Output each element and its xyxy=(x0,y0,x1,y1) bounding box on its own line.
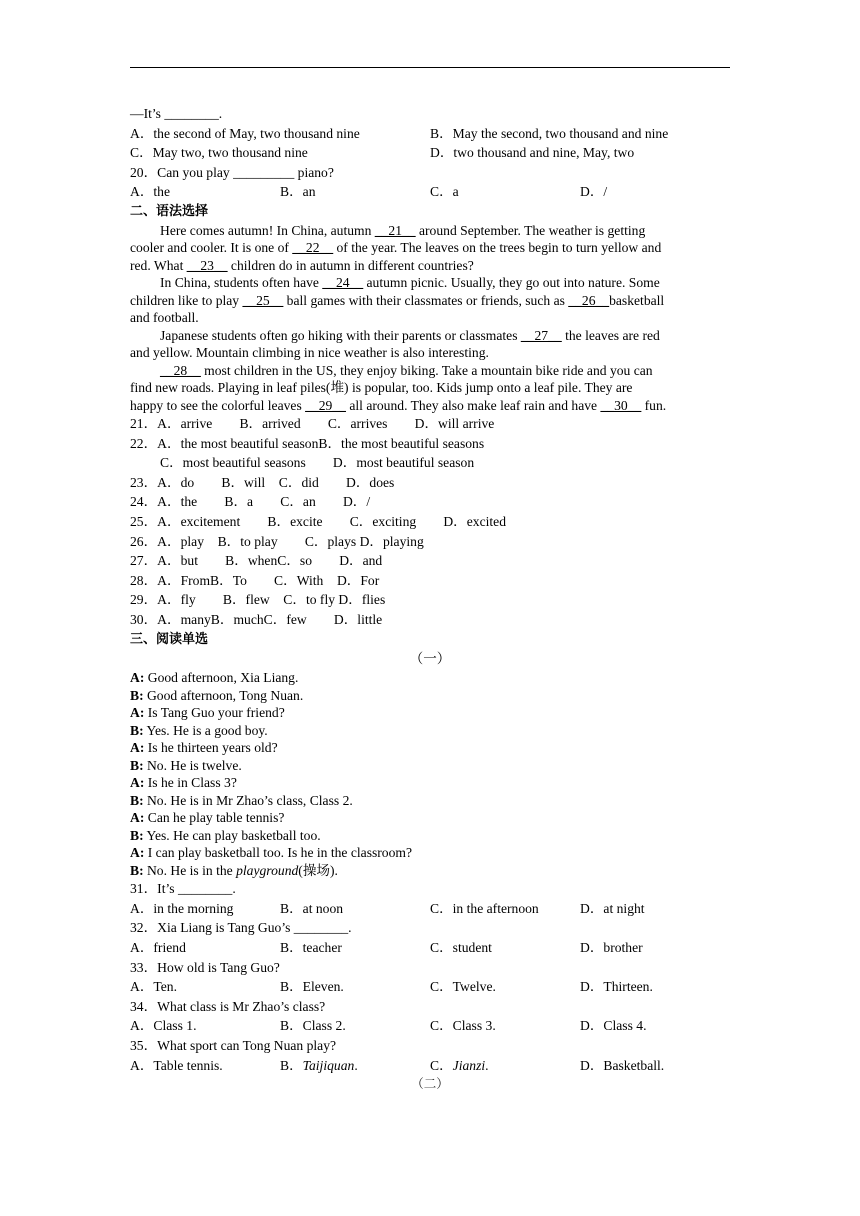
dialogue-line: A: Is he in Class 3? xyxy=(130,775,237,791)
part1-label: （一） xyxy=(409,651,451,667)
q28: 28．A．FromB．To C．With D．For xyxy=(130,572,380,588)
q22-line1: 22．A．the most beautiful seasonB．the most beautiful seasons xyxy=(130,435,485,451)
passage-line: find new roads. Playing in leaf piles(堆) is popular, too. Kids jump onto a leaf pile. They are xyxy=(130,380,633,396)
passage-line: Japanese students often go hiking with their parents or classmates __27__ the leaves are red xyxy=(160,327,660,343)
q19-option-c: C．May two, two thousand nine xyxy=(130,145,308,161)
q32-options xyxy=(130,938,730,958)
q20-options xyxy=(130,182,730,202)
q32-option-a: A．friend xyxy=(130,939,186,955)
q34-option-b: B．Class 2. xyxy=(280,1018,346,1034)
q19-options-ab xyxy=(130,124,730,144)
part2-label: （二） xyxy=(411,1077,449,1092)
q20-stem: 20．Can you play _________ piano? xyxy=(130,164,334,180)
passage-line: __28__ most children in the US, they enjoy biking. Take a mountain bike ride and you can xyxy=(160,362,653,378)
q25: 25．A．excitement B．excite C．exciting D．excited xyxy=(130,514,507,530)
blank-22: __22__ xyxy=(292,240,334,256)
q32-option-c: C．student xyxy=(430,939,492,955)
grammar-passage xyxy=(130,222,730,415)
q35-option-a: A．Table tennis. xyxy=(130,1057,223,1073)
dialogue-line: A: Is he thirteen years old? xyxy=(130,740,278,756)
dialogue-line: B: No. He is in Mr Zhao’s class, Class 2. xyxy=(130,792,353,808)
q27: 27．A．but B．whenC．so D．and xyxy=(130,553,383,569)
q29: 29．A．fly B．flew C．to fly D．flies xyxy=(130,592,386,608)
q34-options xyxy=(130,1016,730,1036)
q19-option-d: D．two thousand and nine, May, two xyxy=(430,145,635,161)
q19-stem: —It’s ________. xyxy=(130,106,223,121)
passage-line: and yellow. Mountain climbing in nice weather is also interesting. xyxy=(130,345,489,361)
dialogue-line: A: Is Tang Guo your friend? xyxy=(130,705,285,721)
q35-option-b: B．Taijiquan. xyxy=(280,1057,358,1073)
blank-23: __23__ xyxy=(186,257,228,273)
q35-option-c: C．Jianzi. xyxy=(430,1057,489,1073)
q32-option-b: B．teacher xyxy=(280,939,342,955)
blank-28: __28__ xyxy=(160,362,201,378)
dialogue xyxy=(130,669,730,879)
q20-option-c: C．a xyxy=(430,184,459,200)
q35-options xyxy=(130,1056,730,1076)
q26: 26．A．play B．to play C．plays D．playing xyxy=(130,533,424,549)
q23: 23．A．do B．will C．did D．does xyxy=(130,474,395,490)
section2-title: 二、语法选择 xyxy=(130,203,209,219)
blank-24: __24__ xyxy=(322,275,364,291)
dialogue-line: B: No. He is twelve. xyxy=(130,757,242,773)
q34-option-c: C．Class 3. xyxy=(430,1018,496,1034)
q33-option-d: D．Thirteen. xyxy=(580,979,653,995)
dialogue-line: A: I can play basketball too. Is he in the classroom? xyxy=(130,845,412,861)
section3-title: 三、阅读单选 xyxy=(130,631,209,647)
q33-stem: 33．How old is Tang Guo? xyxy=(130,959,280,975)
dialogue-line: A: Can he play table tennis? xyxy=(130,810,285,826)
q33-options xyxy=(130,977,730,997)
q19-option-a: A．the second of May, two thousand nine xyxy=(130,125,360,141)
passage-line: In China, students often have __24__ autumn picnic. Usually, they go out into nature. Some xyxy=(160,275,660,291)
dialogue-line: B: Yes. He can play basketball too. xyxy=(130,827,321,843)
passage-line: children like to play __25__ ball games with their classmates or friends, such as __26__basketball xyxy=(130,292,665,308)
worksheet-page xyxy=(130,104,730,1093)
q22-line2: C．most beautiful seasons D．most beautiful season xyxy=(160,455,475,471)
q31-option-b: B．at noon xyxy=(280,900,344,916)
q32-option-d: D．brother xyxy=(580,939,643,955)
q19-option-b: B．May the second, two thousand and nine xyxy=(430,125,669,141)
q20-option-a: A．the xyxy=(130,184,171,200)
header-rule xyxy=(130,67,730,68)
q24: 24．A．the B．a C．an D．/ xyxy=(130,494,371,510)
q34-option-d: D．Class 4. xyxy=(580,1018,647,1034)
blank-29: __29__ xyxy=(305,397,346,413)
q31-options xyxy=(130,899,730,919)
passage-line: Here comes autumn! In China, autumn __21__ around September. The weather is getting xyxy=(160,222,646,238)
blank-30: __30__ xyxy=(600,397,642,413)
dialogue-line: B: Good afternoon, Tong Nuan. xyxy=(130,687,304,703)
q31-option-d: D．at night xyxy=(580,900,645,916)
q35-stem: 35．What sport can Tong Nuan play? xyxy=(130,1037,337,1053)
dialogue-line: B: Yes. He is a good boy. xyxy=(130,722,268,738)
q33-option-a: A．Ten. xyxy=(130,979,177,995)
dialogue-line: B: No. He is in the playground(操场). xyxy=(130,862,338,878)
passage-line: cooler and cooler. It is one of __22__ of the year. The leaves on the trees begin to turn yellow and xyxy=(130,240,662,256)
passage-line: and football. xyxy=(130,310,199,326)
q31-stem: 31．It’s ________. xyxy=(130,881,236,897)
q31-option-c: C．in the afternoon xyxy=(430,900,539,916)
q32-stem: 32．Xia Liang is Tang Guo’s ________. xyxy=(130,920,352,936)
q30: 30．A．manyB．muchC．few D．little xyxy=(130,612,383,627)
passage-line: happy to see the colorful leaves __29__ all around. They also make leaf rain and have __30__ fun. xyxy=(130,397,667,413)
blank-26: __26__ xyxy=(568,292,610,308)
blank-27: __27__ xyxy=(520,327,562,343)
dialogue-line: A: Good afternoon, Xia Liang. xyxy=(130,670,299,686)
q20-option-b: B．an xyxy=(280,184,316,200)
q35-option-d: D．Basketball. xyxy=(580,1057,665,1073)
q21: 21．A．arrive B．arrived C．arrives D．will arrive xyxy=(130,416,495,432)
q34-option-a: A．Class 1. xyxy=(130,1018,197,1034)
q19-options-cd xyxy=(130,143,730,163)
q31-option-a: A．in the morning xyxy=(130,900,234,916)
blank-25: __25__ xyxy=(242,292,284,308)
passage-line: red. What __23__ children do in autumn in different countries? xyxy=(130,257,474,273)
q33-option-b: B．Eleven. xyxy=(280,979,344,995)
blank-21: __21__ xyxy=(374,222,416,238)
q33-option-c: C．Twelve. xyxy=(430,979,496,995)
q34-stem: 34．What class is Mr Zhao’s class? xyxy=(130,998,326,1014)
q20-option-d: D．/ xyxy=(580,184,608,200)
